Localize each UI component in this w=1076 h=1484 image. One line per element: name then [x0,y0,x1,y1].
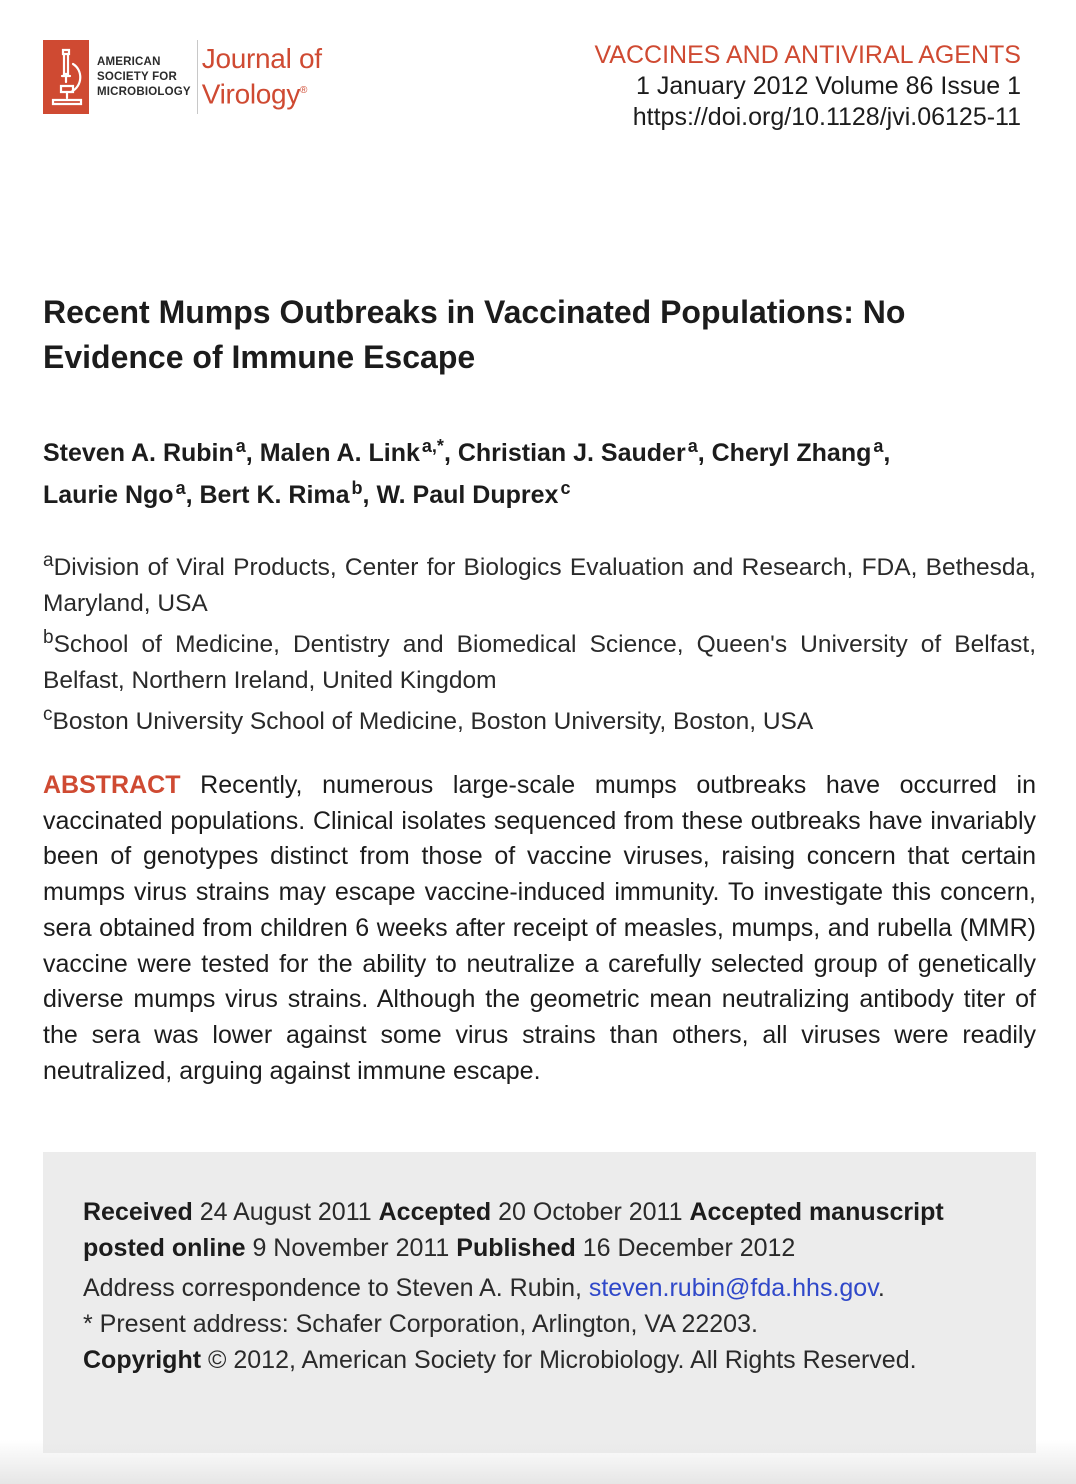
article-title: Recent Mumps Outbreaks in Vaccinated Populations: No Evidence of Immune Escape [43,294,906,375]
microscope-icon [43,40,89,114]
copyright-notice: Copyright © 2012, American Society for Microbiology. All Rights Reserved. [83,1346,917,1374]
affiliation-marker: a [873,436,884,456]
correspondence: Address correspondence to Steven A. Rubin, steven.rubin@fda.hhs.gov. [83,1274,885,1302]
affiliation-marker: c [560,478,571,498]
author-name[interactable]: Christian J. Sauder [457,439,686,467]
email-link[interactable]: steven.rubin@fda.hhs.gov [588,1274,878,1302]
present-address: * Present address: Schafer Corporation, Arlington, VA 22203. [83,1310,758,1338]
affiliation-list [43,550,1036,745]
affiliation-key: b [43,627,54,648]
author-name[interactable]: W. Paul Duprex [376,481,559,509]
affiliation-key: c [43,704,53,725]
journal-metadata [594,40,1021,133]
author-name[interactable]: Malen A. Link [259,439,420,467]
journal-logo[interactable] [43,40,322,114]
affiliation-item: $^a$Division of Viral Products, Center for Biologics Evaluation and Research, FDA, Bethesda, Maryland, USA [43,550,1036,617]
publication-history: Received 24 August 2011 Accepted 20 October 2011 Accepted manuscript posted online 9 November 2011 Published 16 December 2012 [83,1198,944,1262]
issue-info: 1 January 2012 Volume 86 Issue 1 [636,72,1021,100]
affiliation-key: a [43,550,54,571]
author-name[interactable]: Cheryl Zhang [711,439,872,467]
author-name[interactable]: Laurie Ngo [43,481,174,509]
section-label: VACCINES AND ANTIVIRAL AGENTS [594,41,1021,69]
logo-divider [197,40,198,114]
journal-name: Journal of Virology® [201,43,322,110]
abstract-text: Recently, numerous large-scale mumps outbreaks have occurred in vaccinated populations. Clinical isolates sequenced from these outbreaks have invariably been of genotypes distinct from those of vaccine viruses, raising concern that certain mumps virus strains may escape vaccine-induced immunity. To investigate this concern, sera obtained from children 6 weeks after receipt of measles, mumps, and rubella (MMR) vaccine were tested for the ability to neutralize a carefully selected group of genetically diverse mumps virus strains. Although the geometric mean neutralizing antibody titer of the sera was lower against some virus strains than others, all viruses were readily neutralized, arguing against immune escape. [43,771,1037,1085]
affiliation-marker: a [687,436,698,456]
author-name[interactable]: Bert K. Rima [199,481,350,509]
affiliation-marker: b [351,478,363,498]
author-list: Steven A. Rubin $^a$, Malen A. Link $^{a,*}$, Christian J. Sauder $^a$, Cheryl Zhang $^a$, Laurie Ngo $^a$, Bert K. Rima $^b$, W. Paul Duprex $^c$ [43,436,891,509]
doi-link[interactable]: https://doi.org/10.1128/jvi.06125-11 [632,103,1021,131]
affiliation-marker: a [235,436,246,456]
page-bottom-edge [0,1440,1076,1484]
affiliation-marker: a [175,478,186,498]
affiliation-marker: a,* [421,436,444,456]
affiliation-item: $^b$School of Medicine, Dentistry and Biomedical Science, Queen's University of Belfast, Belfast, Northern Ireland, United Kingdom [43,627,1036,694]
abstract-label: ABSTRACT [43,771,181,799]
abstract [43,768,1036,1089]
affiliation-item: $^c$Boston University School of Medicine, Boston University, Boston, USA [43,704,814,735]
society-name: AMERICAN SOCIETY FOR MICROBIOLOGY [97,55,191,98]
article-info-box [43,1152,1036,1453]
author-name[interactable]: Steven A. Rubin [43,439,234,467]
